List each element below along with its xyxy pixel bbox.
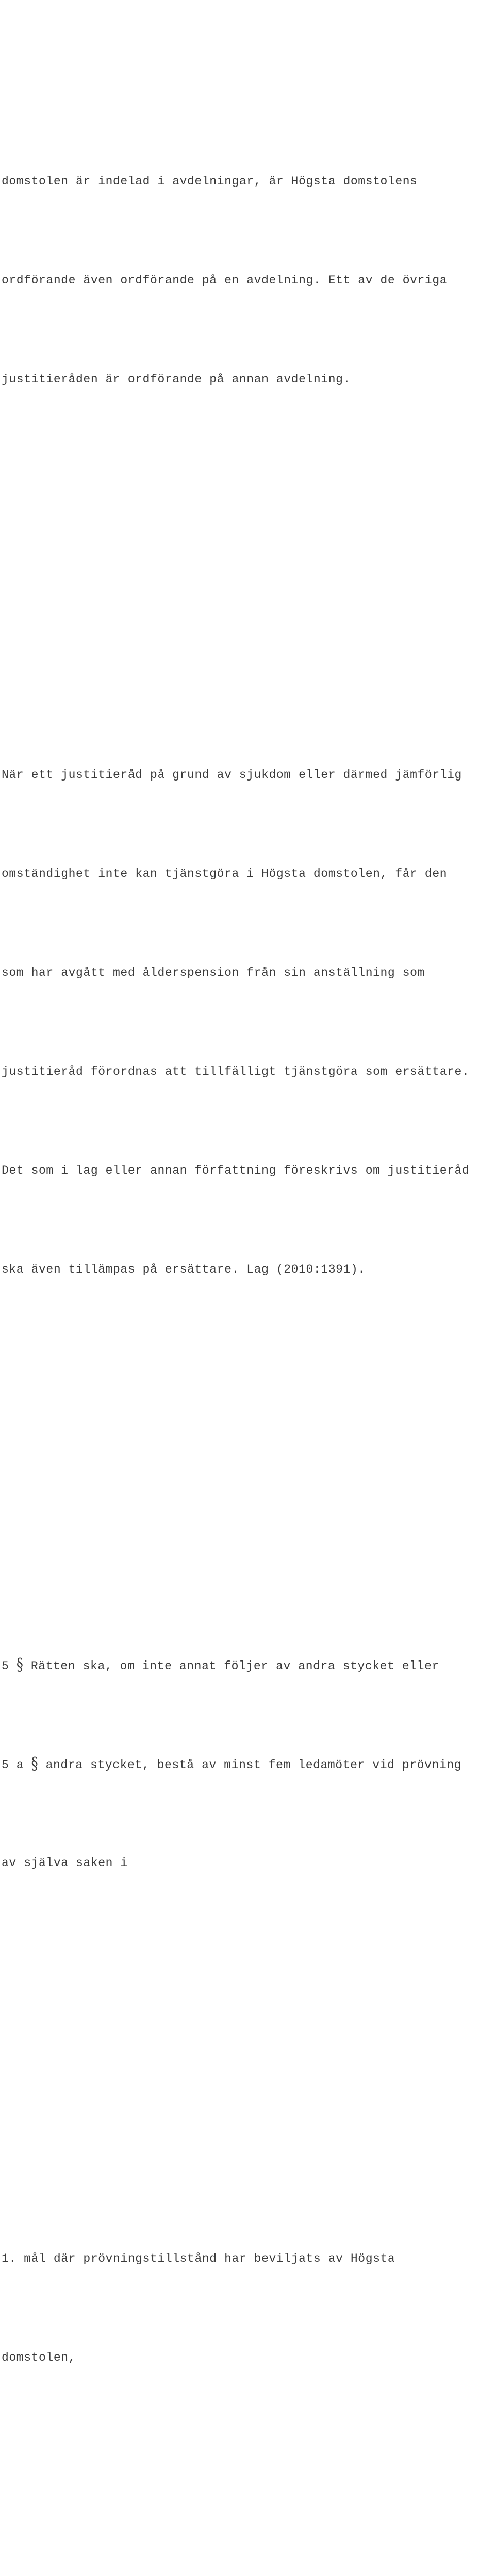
paragraph-gap xyxy=(2,1451,491,1484)
list-item-line: 1. mål där prövningstillstånd har beviljats av Högsta xyxy=(2,2252,395,2265)
list-item-1 xyxy=(2,2176,491,2440)
paragraph-gap xyxy=(2,561,491,594)
paragraph-gap xyxy=(2,2539,491,2572)
text-line: omständighet inte kan tjänstgöra i Högsta domstolen, får den xyxy=(2,867,448,880)
text-line: justitieråden är ordförande på annan avdelning. xyxy=(2,372,351,386)
section-symbol: § xyxy=(31,1754,39,1774)
section-symbol: § xyxy=(16,1655,24,1675)
section-text: andra stycket, bestå av minst fem ledamöter vid prövning xyxy=(38,1758,462,1772)
text-line: som har avgått med ålderspension från sin anställning som xyxy=(2,966,425,979)
paragraph-gap xyxy=(2,2044,491,2077)
text-line: justitieråd förordnas att tillfälligt tjänstgöra som ersättare. xyxy=(2,1065,470,1078)
section-heading-line xyxy=(2,1649,491,1682)
list-item-line: domstolen, xyxy=(2,2351,76,2364)
text-line: Det som i lag eller annan författning föreskrivs om justitieråd xyxy=(2,1164,470,1177)
section-ref-prefix: 5 a xyxy=(2,1758,31,1772)
text-line: När ett justitieråd på grund av sjukdom eller därmed jämförlig xyxy=(2,768,462,782)
paragraph-2 xyxy=(2,692,491,1352)
paragraph-1 xyxy=(2,99,491,462)
text-line: domstolen är indelad i avdelningar, är Högsta domstolens xyxy=(2,175,418,188)
section-line: av själva saken i xyxy=(2,1856,128,1870)
text-line: ska även tillämpas på ersättare. Lag (2010:1391). xyxy=(2,1263,366,1276)
document-page xyxy=(2,0,491,2576)
section-number: 5 xyxy=(2,1659,9,1673)
section-text: Rätten ska, om inte annat följer av andra stycket eller xyxy=(23,1659,439,1673)
section-line xyxy=(2,1748,491,1781)
text-line: ordförande även ordförande på en avdelning. Ett av de övriga xyxy=(2,274,448,287)
section-5 xyxy=(2,1583,491,1945)
